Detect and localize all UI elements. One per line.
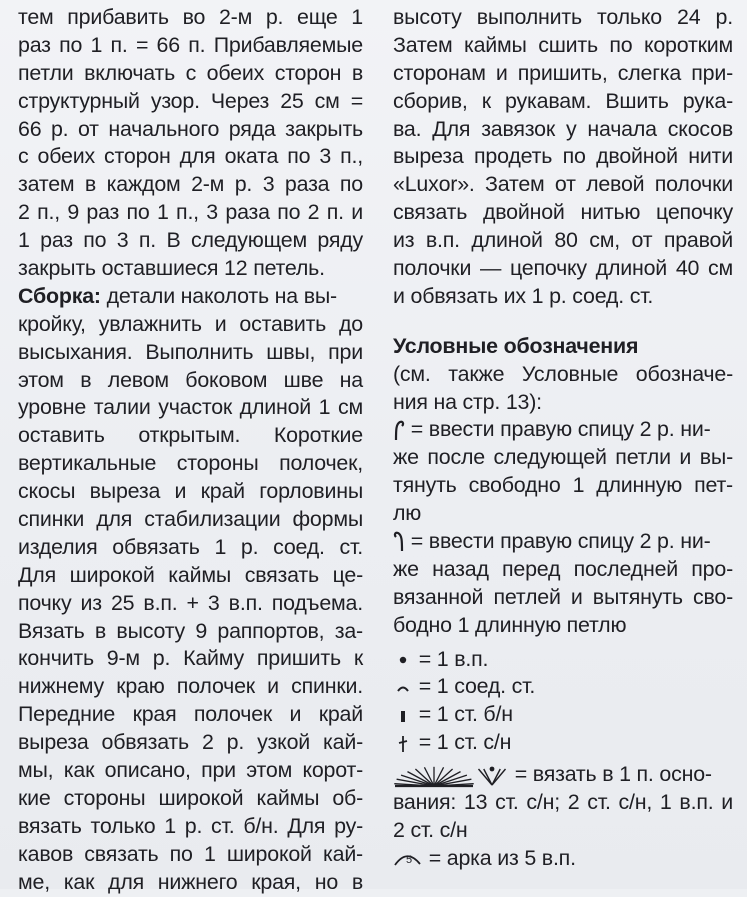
text-line: Передние края полочек и край [18,702,363,727]
legend-arch-text: = арка из 5 в.п. [423,845,576,870]
long-loop-forward-icon [393,420,405,442]
text-line: тем прибавить во 2-м р. еще 1 [18,5,363,29]
assembly-first-line [18,283,363,311]
text-line: «Luxor». Затем от левой полочки [393,172,733,197]
legend-intro-line: (см. также Условные обозначе- [393,361,733,386]
long-loop-backward-icon [393,531,405,553]
text-line: скосы выреза и край горловины [18,479,363,504]
text-line: вязанной петлей и вытянуть сво- [393,584,733,609]
text-line: 2 ст. с/н [393,817,468,842]
left-column [18,4,363,897]
text-line: высыхания. Выполнить швы, при [18,339,363,364]
text-line: Вязать в высоту 9 раппортов, за- [18,618,363,643]
text-line: полочки — цепочку длиной 40 см [393,256,733,281]
legend-dc-text: = 1 ст. с/н [413,730,512,755]
legend-arch-row [393,845,733,873]
text-line: кие стороны широкой каймы об- [18,785,363,810]
arch-number: 5 [406,854,412,867]
legend-item-2-text: = ввести правую спицу 2 р. ни- [405,529,711,554]
text-line: и обвязать их 1 р. соед. ст. [393,283,654,308]
fan-small-icon [475,764,509,788]
legend-item-1-text: = ввести правую спицу 2 р. ни- [405,417,711,442]
text-line: почку из 25 в.п. + 3 в.п. подъема. [18,590,363,615]
legend-sc-text: = 1 ст. б/н [413,702,513,727]
text-line: ва. Для завязок у начала скосов [393,116,733,141]
text-line: структурный узор. Через 25 см = [18,88,363,113]
text-line: выреза обвязать 2 р. узкой кай- [18,730,363,755]
text-line: из в.п. длиной 80 см, от правой [393,228,733,253]
text-line: закрыть оставшиеся 12 петель. [18,256,325,281]
assembly-label: Сборка: [18,283,101,308]
fan-13-stitches-icon [393,764,475,788]
legend-chain-row [393,646,733,674]
legend-dc-row [393,729,733,757]
text-line: Затем каймы сшить по коротким [393,32,733,57]
arch-icon [393,850,423,868]
text-line: изделия обвязать 1 р. соед. ст. [18,534,363,559]
text-line: Для широкой каймы связать це- [18,562,363,587]
text-line: бодно 1 длинную петлю [393,612,627,637]
double-crochet-cross-icon [393,735,413,753]
text-line: же назад перед последней про- [393,556,733,581]
legend-fan-text: = вязать в 1 п. осно- [509,762,712,787]
text-line: с обеих сторон для оката по 3 п., [18,144,363,169]
text-line: 2 п., 9 раз по 1 п., 3 раза по 2 п. и [18,200,363,225]
text-line: ме, как для нижнего края, но в [18,869,363,894]
assembly-first-rest: детали наколоть на вы- [100,283,337,308]
text-line: же после следующей петли и вы- [393,445,733,470]
text-line: оставить открытым. Короткие [18,423,363,448]
legend-slip-text: = 1 соед. ст. [413,674,536,699]
text-line: мы, как описано, при этом корот- [18,758,363,783]
text-line: вязать только 1 р. ст. б/н. Для ру- [18,813,363,838]
text-line: сборив, к рукавам. Вшить рука- [393,88,733,113]
legend-sc-row [393,701,733,729]
text-line: кончить 9-м р. Кайму пришить к [18,646,363,671]
chain-stitch-dot-icon [393,653,413,667]
text-line: этом в левом боковом шве на [18,367,363,392]
text-line: кавов связать по 1 широкой кай- [18,841,363,866]
legend-item-1-first [393,416,733,444]
text-line: кройку, увлажнить и оставить до [18,311,363,336]
right-column [393,4,733,873]
text-line: лю [393,501,422,526]
text-line: 1 раз по 3 п. В следующем ряду [18,228,363,253]
slip-stitch-arc-icon [393,681,413,695]
text-line: нижнему краю полочек и спинки. [18,674,363,699]
text-line: вания: 13 ст. с/н; 2 ст. с/н, 1 в.п. и [393,790,733,815]
legend-intro-line: ния на стр. 13): [393,389,542,414]
legend-fan-row [393,761,733,789]
legend-chain-text: = 1 в.п. [413,646,489,671]
legend-title: Условные обозначения [393,333,639,358]
text-line: раз по 1 п. = 66 п. Прибавляемые [18,32,363,57]
single-crochet-bar-icon [393,708,413,724]
text-line: связать двойной нитью цепочку [393,200,733,225]
text-line: вертикальные стороны полочек, [18,451,363,476]
text-line: сторонам и пришить, слегка при- [393,60,733,85]
text-line: уровне талии участок длиной 1 см [18,395,363,420]
text-line: выреза продеть по двойной нити [393,144,733,169]
text-line: высоту выполнить только 24 р. [393,5,733,29]
legend-slip-row [393,673,733,701]
text-line: спинки для стабилизации формы [18,507,363,532]
fan-chain-dot [490,766,495,771]
legend-item-2-first [393,528,733,556]
text-line: петли включать с обеих сторон в [18,60,363,85]
text-line: затем в каждом 2-м р. 3 раза по [18,172,363,197]
text-line: 66 р. от начального ряда закрыть [18,116,363,141]
text-line: тянуть свободно 1 длинную пет- [393,473,733,498]
